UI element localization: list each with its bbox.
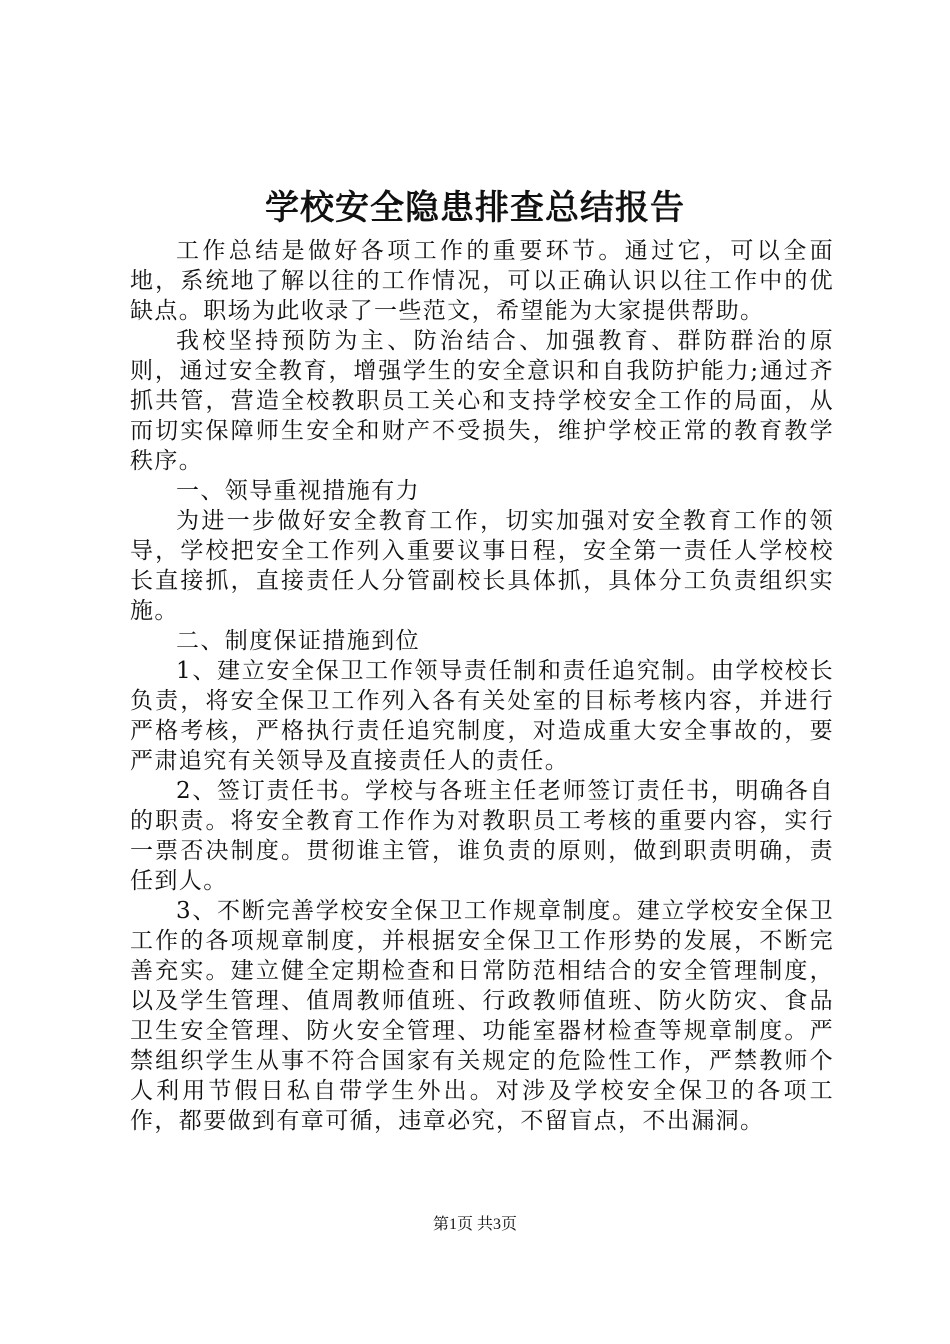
document-body xyxy=(130,236,834,1136)
system-item-1: 1、建立安全保卫工作领导责任制和责任追究制。由学校校长负责，将安全保卫工作列入各有关处室的目标考核内容，并进行严格考核，严格执行责任追究制度，对造成重大安全事故的，要严肃追究有关领导及直接责任人的责任。 xyxy=(130,658,834,774)
intro-paragraph: 工作总结是做好各项工作的重要环节。通过它，可以全面地，系统地了解以往的工作情况，可以正确认识以往工作中的优缺点。职场为此收录了一些范文，希望能为大家提供帮助。 xyxy=(130,238,834,324)
system-item-2: 2、签订责任书。学校与各班主任老师签订责任书，明确各自的职责。将安全教育工作作为对教职员工考核的重要内容，实行一票否决制度。贯彻谁主管，谁负责的原则，做到职责明确，责任到人。 xyxy=(130,778,834,894)
leadership-paragraph: 为进一步做好安全教育工作，切实加强对安全教育工作的领导，学校把安全工作列入重要议事日程，安全第一责任人学校校长直接抓，直接责任人分管副校长具体抓，具体分工负责组织实施。 xyxy=(130,508,834,624)
page-number-footer: 第1页 共3页 xyxy=(432,1216,517,1233)
section-heading-system: 二、制度保证措施到位 xyxy=(176,628,420,654)
principle-paragraph: 我校坚持预防为主、防治结合、加强教育、群防群治的原则，通过安全教育，增强学生的安全意识和自我防护能力;通过齐抓共管，营造全校教职员工关心和支持学校安全工作的局面，从而切实保障师生安全和财产不受损失，维护学校正常的教育教学秩序。 xyxy=(130,328,834,474)
section-heading-leadership: 一、领导重视措施有力 xyxy=(176,478,420,504)
system-item-3: 3、不断完善学校安全保卫工作规章制度。建立学校安全保卫工作的各项规章制度，并根据安全保卫工作形势的发展，不断完善充实。建立健全定期检查和日常防范相结合的安全管理制度，以及学生管理、值周教师值班、行政教师值班、防火防灾、食品卫生安全管理、防火安全管理、功能室器材检查等规章制度。严禁组织学生从事不符合国家有关规定的危险性工作，严禁教师个人利用节假日私自带学生外出。对涉及学校安全保卫的各项工作，都要做到有章可循，违章必究，不留盲点，不出漏洞。 xyxy=(130,898,834,1134)
document-title: 学校安全隐患排查总结报告 xyxy=(265,188,685,228)
